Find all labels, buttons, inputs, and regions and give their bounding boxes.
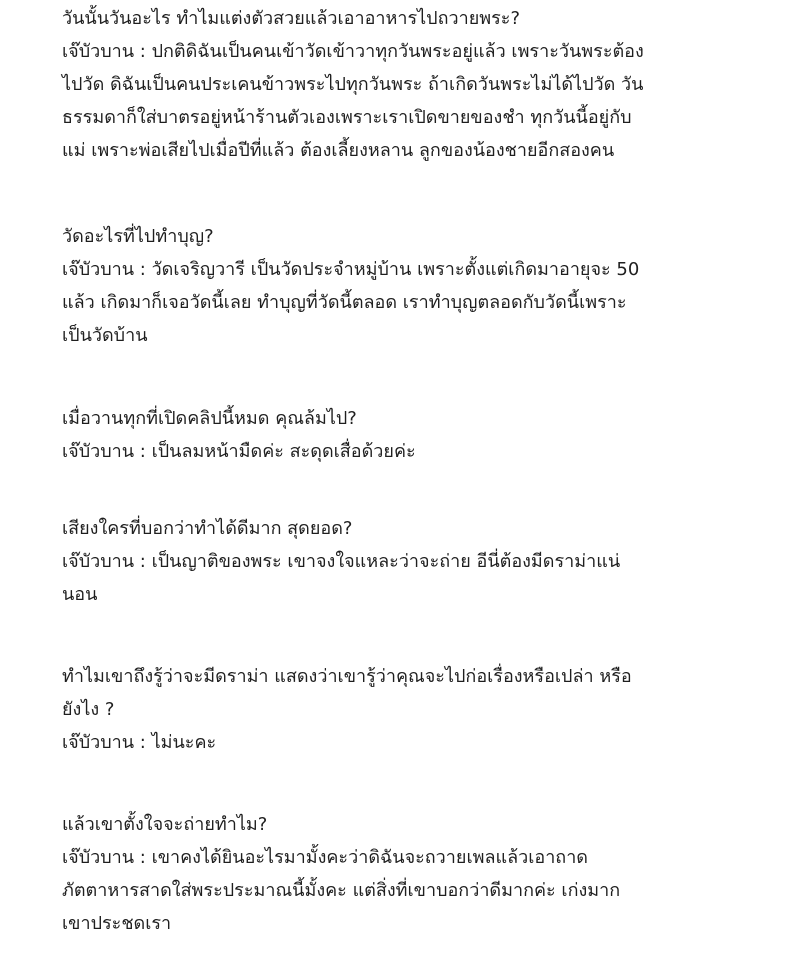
question-line: ยังไง ? (62, 699, 115, 720)
question-line: เสียงใครที่บอกว่าทำได้ดีมาก สุดยอด? (62, 518, 353, 539)
qa-block (62, 512, 620, 611)
answer-line: ภัตตาหารสาดใส่พระประมาณนี้มั้งคะ แต่สิ่งที่เขาบอกว่าดีมากค่ะ เก่งมาก (62, 880, 621, 901)
answer-line: เจ๊บัวบาน : ไม่นะคะ (62, 732, 217, 753)
answer-line: เจ๊บัวบาน : เป็นลมหน้ามืดค่ะ สะดุดเสื่อด้วยค่ะ (62, 441, 416, 462)
qa-block (62, 808, 620, 940)
question-line: แล้วเขาตั้งใจจะถ่ายทำไม? (62, 814, 268, 835)
question-line: วันนั้นวันอะไร ทำไมแต่งตัวสวยแล้วเอาอาหารไปถวายพระ? (62, 8, 521, 29)
qa-block (62, 402, 416, 468)
answer-line: เจ๊บัวบาน : เขาคงได้ยินอะไรมามั้งคะว่าดิฉันจะถวายเพลแล้วเอาถาด (62, 847, 588, 868)
qa-block (62, 2, 644, 167)
answer-line: นอน (62, 584, 98, 605)
answer-line: ไปวัด ดิฉันเป็นคนประเคนข้าวพระไปทุกวันพระ ถ้าเกิดวันพระไม่ได้ไปวัด วัน (62, 74, 644, 95)
answer-line: เจ๊บัวบาน : ปกติดิฉันเป็นคนเข้าวัดเข้าวาทุกวันพระอยู่แล้ว เพราะวันพระต้อง (62, 41, 644, 62)
answer-line: เขาประชดเรา (62, 913, 172, 934)
answer-line: เจ๊บัวบาน : วัดเจริญวารี เป็นวัดประจำหมู่บ้าน เพราะตั้งแต่เกิดมาอายุจะ 50 (62, 259, 640, 280)
question-line: วัดอะไรที่ไปทำบุญ? (62, 226, 214, 247)
answer-line: แล้ว เกิดมาก็เจอวัดนี้เลย ทำบุญที่วัดนี้ตลอด เราทำบุญตลอดกับวัดนี้เพราะ (62, 292, 627, 313)
answer-line: ธรรมดาก็ใส่บาตรอยู่หน้าร้านตัวเองเพราะเราเปิดขายของชำ ทุกวันนี้อยู่กับ (62, 107, 632, 128)
answer-line: เป็นวัดบ้าน (62, 325, 148, 346)
qa-block (62, 220, 639, 352)
question-line: ทำไมเขาถึงรู้ว่าจะมีดราม่า แสดงว่าเขารู้ว่าคุณจะไปก่อเรื่องหรือเปล่า หรือ (62, 666, 632, 687)
question-line: เมื่อวานทุกที่เปิดคลิปนี้หมด คุณล้มไป? (62, 408, 357, 429)
answer-line: แม่ เพราะพ่อเสียไปเมื่อปีที่แล้ว ต้องเลี้ยงหลาน ลูกของน้องชายอีกสองคน (62, 140, 615, 161)
qa-block (62, 660, 632, 759)
answer-line: เจ๊บัวบาน : เป็นญาติของพระ เขาจงใจแหละว่าจะถ่าย อีนี่ต้องมีดราม่าแน่ (62, 551, 621, 572)
